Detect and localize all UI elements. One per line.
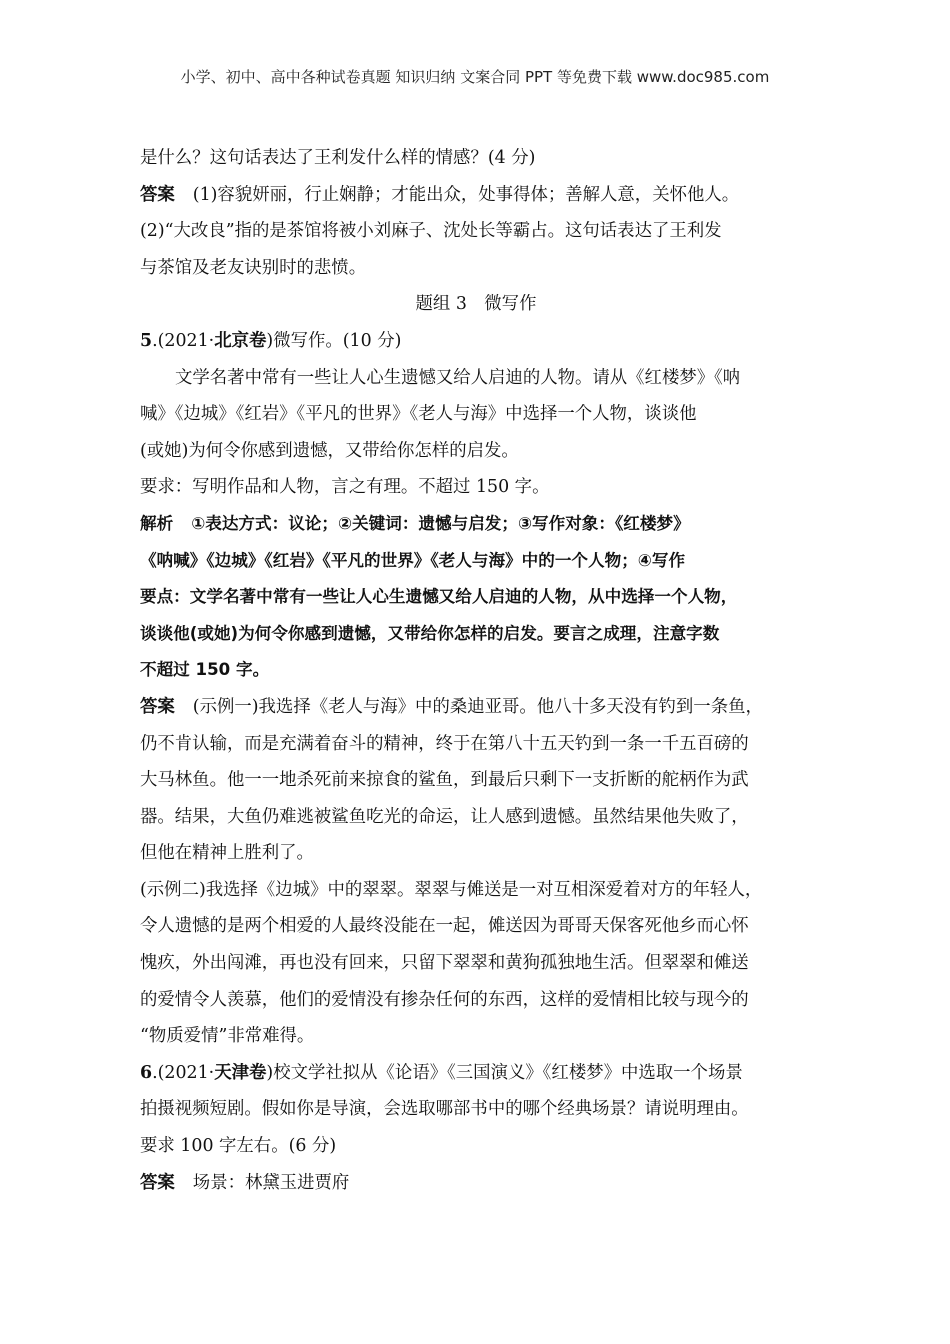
prev-answer-line-3: 与茶馆及老友诀别时的悲愤。 [140, 257, 367, 278]
q5-analysis-2: 《呐喊》《边城》《红岩》《平凡的世界》《老人与海》中的一个人物；④写作 [140, 550, 686, 570]
prev-question-tail: 是什么？这句话表达了王利发什么样的情感？(4 分) [140, 148, 536, 168]
q5-analysis-1 [140, 506, 812, 543]
prev-answer-line-2: (2)“大改良”指的是茶馆将被小刘麻子、沈处长等霸占。这句话表达了王利发 [140, 221, 722, 242]
q5-body-2: 喊》《边城》《红岩》《平凡的世界》《老人与海》中选择一个人物，谈谈他 [140, 404, 697, 425]
q6-source: 天津卷 [214, 1062, 267, 1083]
q5-title [140, 323, 812, 360]
section-title: 题组 3 微写作 [415, 294, 537, 315]
page-header: 小学、初中、高中各种试卷真题 知识归纳 文案合同 PPT 等免费下载 www.doc985.com [180, 68, 770, 86]
q5-source-prefix: .(2021· [152, 330, 215, 351]
q5-answer-text-1: (示例一)我选择《老人与海》中的桑迪亚哥。他八十多天没有钓到一条鱼， [192, 696, 763, 717]
q5-title-rest: )微写作。(10 分) [266, 330, 402, 351]
q5-answer-7: 令人遗憾的是两个相爱的人最终没能在一起，傩送因为哥哥天保客死他乡而心怀 [140, 916, 749, 937]
q5-answer-5: 但他在精神上胜利了。 [140, 843, 314, 864]
q5-answer-9: 的爱情令人羡慕，他们的爱情没有掺杂任何的东西，这样的爱情相比较与现今的 [140, 989, 749, 1010]
document-body [140, 140, 812, 1201]
q5-analysis-text-1: ①表达方式：议论；②关键词：遗憾与启发；③写作对象：《红楼梦》 [191, 513, 690, 533]
q6-title [140, 1055, 812, 1092]
q5-answer-2: 仍不肯认输，而是充满着奋斗的精神，终于在第八十五天钓到一条一千五百磅的 [140, 733, 749, 754]
q5-answer-8: 愧疚，外出闯滩，再也没有回来，只留下翠翠和黄狗孤独地生活。但翠翠和傩送 [140, 953, 749, 974]
q5-analysis-3: 要点：文学名著中常有一些让人心生遗憾又给人启迪的人物，从中选择一个人物， [140, 587, 738, 607]
answer-label: 答案 [140, 696, 175, 717]
q5-analysis-5: 不超过 150 字。 [140, 660, 270, 680]
answer-label: 答案 [140, 1172, 175, 1193]
q6-body-3: 要求 100 字左右。(6 分) [140, 1136, 337, 1157]
q6-number: 6 [140, 1062, 153, 1083]
q5-answer-6: (示例二)我选择《边城》中的翠翠。翠翠与傩送是一对互相深爱着对方的年轻人， [140, 879, 763, 900]
q5-body-1: 文学名著中常有一些让人心生遗憾又给人启迪的人物。请从《红楼梦》《呐 [175, 367, 741, 388]
q5-source: 北京卷 [214, 330, 267, 351]
q5-analysis-4: 谈谈他(或她)为何令你感到遗憾，又带给你怎样的启发。要言之成理，注意字数 [140, 623, 720, 643]
q6-source-prefix: .(2021· [152, 1062, 215, 1083]
prev-answer-text-1: (1)容貌妍丽，行止娴静；才能出众，处事得体；善解人意，关怀他人。 [192, 184, 740, 205]
q5-answer-10: “物质爱情”非常难得。 [140, 1026, 315, 1047]
q5-answer-1 [140, 689, 812, 726]
q6-answer-text-1: 场景：林黛玉进贾府 [192, 1172, 350, 1193]
q6-title-rest: )校文学社拟从《论语》《三国演义》《红楼梦》中选取一个场景 [266, 1062, 743, 1083]
analysis-label: 解析 [140, 513, 174, 533]
q5-number: 5 [140, 330, 153, 351]
q5-requirement: 要求：写明作品和人物，言之有理。不超过 150 字。 [140, 477, 550, 498]
q5-answer-4: 器。结果，大鱼仍难逃被鲨鱼吃光的命运，让人感到遗憾。虽然结果他失败了， [140, 806, 749, 827]
q5-body-3: (或她)为何令你感到遗憾，又带给你怎样的启发。 [140, 440, 519, 461]
q6-answer-1 [140, 1165, 812, 1202]
prev-answer-line-1 [140, 177, 812, 214]
q5-answer-3: 大马林鱼。他一一地杀死前来掠食的鲨鱼，到最后只剩下一支折断的舵柄作为武 [140, 770, 749, 791]
q6-body-2: 拍摄视频短剧。假如你是导演，会选取哪部书中的哪个经典场景？请说明理由。 [140, 1099, 749, 1120]
answer-label: 答案 [140, 184, 175, 205]
